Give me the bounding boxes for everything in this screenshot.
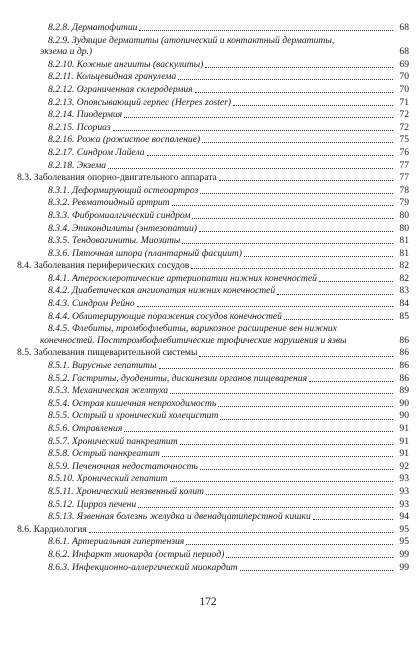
dot-leader: [170, 392, 393, 394]
toc-entry-title: 8.4.1. Атеросклеротические артериопатии нижних конечностей: [48, 272, 317, 284]
toc-entry-row: [12, 122, 409, 134]
toc-page-number: 72: [399, 109, 409, 121]
toc-section-row: [12, 172, 409, 184]
dot-leader: [309, 380, 393, 382]
toc-entry-row: [12, 323, 409, 346]
toc-entry-title: 8.2.14. Пиодермия: [48, 109, 123, 121]
dot-leader: [186, 543, 393, 545]
toc-page-number: 70: [399, 71, 409, 83]
toc-page-number: 77: [399, 159, 409, 171]
toc-page-number: 77: [399, 172, 409, 184]
toc-entry-title: 8.5.2. Гастриты, дуодениты, дискинезии органов пищеварения: [48, 372, 308, 384]
toc-entry-title: 8.2.15. Псориаз: [48, 121, 111, 133]
toc-entry-row: [12, 436, 409, 448]
dot-leader: [218, 405, 393, 407]
toc-entry-title: 8.4.4. Облитерирующие поражения сосудов конечностей: [48, 310, 282, 322]
dot-leader: [138, 506, 393, 508]
toc-page-number: 70: [399, 83, 409, 95]
dot-leader: [319, 280, 393, 282]
dot-leader: [233, 104, 393, 106]
toc-entry-title: 8.6.1. Артериальная гипертензия: [48, 536, 185, 548]
dot-leader: [159, 367, 394, 369]
dot-leader: [182, 242, 393, 244]
toc-entry-title-line1: 8.2.9. Зудящие дерматиты (атопический и контактный дерматиты,: [48, 34, 335, 46]
dot-leader: [147, 154, 393, 156]
toc-page-number: 83: [399, 285, 409, 297]
toc-entry-title: 8.3.6. Пяточная шпора (плантарный фасциит): [48, 247, 242, 259]
toc-page-number: 68: [399, 22, 409, 33]
dot-leader: [202, 141, 393, 143]
dot-leader: [170, 480, 394, 482]
toc-entry-title: 8.5.11. Хронический неязвенный колит: [48, 485, 204, 497]
dot-leader: [180, 443, 393, 445]
toc-page-number: 95: [399, 536, 409, 548]
toc-entry-row: [12, 549, 409, 561]
dot-leader: [240, 569, 393, 571]
toc-entry-title: 8.2.11. Кольцевидная гранулема: [48, 71, 177, 83]
toc-page-number: 93: [399, 485, 409, 497]
toc-entry-title: 8.2.8. Дерматофитии: [48, 22, 138, 33]
toc-page-number: 99: [399, 548, 409, 560]
toc-page-number: 81: [399, 247, 409, 259]
toc-entry-row: [12, 499, 409, 511]
toc-page-number: 84: [399, 298, 409, 310]
toc-entry-title: 8.2.12. Ограниченная склеродермия: [48, 83, 193, 95]
toc-entry-row: [12, 210, 409, 222]
toc-page-number: 91: [399, 423, 409, 434]
dot-leader: [139, 29, 393, 31]
toc-entry-row: [12, 448, 409, 460]
dot-leader: [200, 192, 393, 194]
toc-page-number: 90: [399, 410, 409, 422]
dot-leader: [192, 217, 393, 219]
toc-entry-title: 8.3.2. Ревматоидный артрит: [48, 197, 170, 209]
toc-entry-title: 8.3.5. Тендовагиниты. Миозиты: [48, 235, 181, 247]
toc-page-number: 94: [399, 511, 409, 523]
dot-leader: [199, 230, 393, 232]
toc-page-number: 82: [399, 272, 409, 284]
toc-page-number: 86: [399, 372, 409, 384]
toc-entry-title: 8.5.6. Отравления: [48, 423, 123, 434]
toc-page-number: 81: [399, 235, 409, 247]
toc-entry-title: 8.2.16. Рожа (рожистое воспаление): [48, 134, 201, 146]
toc-entry-row: [12, 423, 409, 435]
toc-entry-title: [40, 323, 395, 346]
toc-entry-title: 8.4. Заболевания периферических сосудов: [17, 260, 190, 272]
toc-page-number: 93: [399, 498, 409, 510]
toc-entry-row: [12, 197, 409, 209]
dot-leader: [226, 556, 393, 558]
toc-page-number: 89: [399, 385, 409, 397]
toc-entry-row: [12, 109, 409, 121]
toc-entry-row: [12, 84, 409, 96]
toc-page-number: 78: [399, 184, 409, 196]
toc-page-number: 76: [399, 146, 409, 158]
toc-page-number: 80: [399, 222, 409, 234]
dot-leader: [200, 468, 393, 470]
page-number: 172: [199, 596, 217, 608]
dot-leader: [205, 66, 393, 68]
toc-entry-row: [12, 35, 409, 58]
toc-entry-title: 8.3.1. Деформирующий остеоартроз: [48, 184, 199, 196]
toc-page-number: 86: [399, 347, 409, 359]
toc-entry-row: [12, 562, 409, 574]
dot-leader: [113, 129, 393, 131]
toc-entry-row: [12, 134, 409, 146]
toc-entry-row: [12, 248, 409, 260]
dot-leader: [220, 418, 393, 420]
dot-leader: [172, 204, 393, 206]
toc-section-row: [12, 524, 409, 536]
toc-page-number: 95: [399, 523, 409, 535]
toc-entry-title-line2: конечностей. Посттромбофлебитические трофические нарушения и язвы: [40, 334, 347, 346]
toc-page-number: 91: [399, 435, 409, 447]
dot-leader: [124, 430, 393, 432]
dot-leader: [199, 355, 393, 357]
dot-leader: [244, 255, 393, 257]
toc-page-number: 68: [399, 46, 409, 58]
toc-page-number: 99: [399, 561, 409, 573]
toc-entry-row: [12, 185, 409, 197]
toc-page-number: 71: [399, 96, 409, 108]
dot-leader: [108, 167, 393, 169]
toc-page-number: 85: [399, 310, 409, 322]
toc-entry-row: [12, 360, 409, 372]
toc-entry-row: [12, 410, 409, 422]
toc-entry-row: [12, 285, 409, 297]
toc-entry-title: 8.5.5. Острый и хронический холецистит: [48, 410, 219, 422]
dot-leader: [277, 293, 393, 295]
toc-page-number: 91: [399, 448, 409, 460]
toc-entry-row: [12, 385, 409, 397]
toc-entry-row: [12, 473, 409, 485]
toc-entry-title-line2: экзема и др.): [40, 46, 93, 58]
toc-page-number: 72: [399, 121, 409, 133]
toc-entry-row: [12, 22, 409, 34]
toc-page-number: 90: [399, 397, 409, 409]
toc-section-row: [12, 260, 409, 272]
toc-page-number: 86: [399, 334, 409, 346]
toc-entry-title: 8.5. Заболевания пищеварительной системы: [17, 347, 198, 359]
dot-leader: [137, 305, 393, 307]
toc-entry-row: [12, 511, 409, 523]
toc-entry-title: 8.2.10. Кожные ангииты (васкулиты): [48, 58, 204, 70]
toc-entry-title: 8.2.13. Опоясывающий герпес (Herpes zoster): [48, 96, 232, 108]
dot-leader: [284, 318, 393, 320]
toc-entry-title: [40, 34, 395, 58]
toc-page-number: 80: [399, 209, 409, 221]
toc-entry-row: [12, 311, 409, 323]
dot-leader: [195, 91, 393, 93]
toc-entry-row: [12, 373, 409, 385]
toc-entry-row: [12, 71, 409, 83]
dot-leader: [89, 531, 393, 533]
dot-leader: [178, 78, 393, 80]
toc-entry-title: 8.5.1. Вирусные гепатиты: [48, 360, 157, 372]
toc-entry-row: [12, 536, 409, 548]
dot-leader: [124, 116, 393, 118]
toc-page-number: 92: [399, 460, 409, 472]
dot-leader: [313, 518, 393, 520]
toc-entry-title: 8.5.13. Язвенная болезнь желудка и двенадцатиперстной кишки: [48, 511, 311, 523]
toc-entry-row: [12, 59, 409, 71]
toc-entry-title: 8.6.3. Инфекционно-аллергический миокардит: [48, 561, 238, 573]
toc-entry-row: [12, 273, 409, 285]
toc-page-number: 79: [399, 197, 409, 209]
toc-entry-title: 8.4.2. Диабетическая ангиопатия нижних конечностей: [48, 285, 276, 297]
toc-section-row: [12, 347, 409, 359]
toc-entry-title: 8.6. Кардиология: [17, 523, 87, 535]
toc-page-number: 82: [399, 260, 409, 272]
toc-entry-title: 8.5.10. Хронический гепатит: [48, 473, 168, 485]
toc-entry-title: 8.2.18. Экзема: [48, 159, 107, 171]
toc-page-number: 69: [399, 58, 409, 70]
toc-entry-row: [12, 486, 409, 498]
toc-entry-row: [12, 461, 409, 473]
toc-entry-title: 8.3. Заболевания опорно-двигательного аппарата: [17, 172, 217, 184]
toc-entry-title: 8.4.3. Синдром Рейно: [48, 298, 135, 310]
toc-entry-row: [12, 97, 409, 109]
toc-entry-title: 8.6.2. Инфаркт миокарда (острый период): [48, 548, 225, 560]
toc-entry-title: 8.5.8. Острый панкреатит: [48, 448, 160, 460]
toc-entry-row: [12, 223, 409, 235]
dot-leader: [206, 493, 393, 495]
toc-page-number: 75: [399, 134, 409, 146]
toc-entry-row: [12, 235, 409, 247]
toc-page-number: 86: [399, 360, 409, 372]
toc-entry-row: [12, 398, 409, 410]
toc-entry-title: 8.3.3. Фибромиалгический синдром: [48, 209, 191, 221]
toc-entry-title: 8.5.7. Хронический панкреатит: [48, 435, 178, 447]
toc-entry-title: 8.5.9. Печеночная недостаточность: [48, 460, 198, 472]
dot-leader: [162, 455, 393, 457]
toc-entry-title: 8.5.12. Цирроз печени: [48, 498, 137, 510]
toc-entry-title: 8.3.4. Эпикондилиты (энтезопатии): [48, 222, 197, 234]
toc-entry-row: [12, 160, 409, 172]
table-of-contents: [12, 22, 409, 574]
toc-entry-title: 8.2.17. Синдром Лайела: [48, 146, 145, 158]
toc-entry-title: 8.5.3. Механическая желтуха: [48, 385, 169, 397]
toc-entry-title: 8.5.4. Острая кишечная непроходимость: [48, 397, 217, 409]
dot-leader: [219, 179, 393, 181]
dot-leader: [191, 267, 393, 269]
toc-entry-title-line1: 8.4.5. Флебиты, тромбофлебиты, варикозное расширение вен нижних: [48, 323, 337, 335]
toc-entry-row: [12, 298, 409, 310]
toc-entry-row: [12, 147, 409, 159]
toc-page-number: 93: [399, 473, 409, 485]
